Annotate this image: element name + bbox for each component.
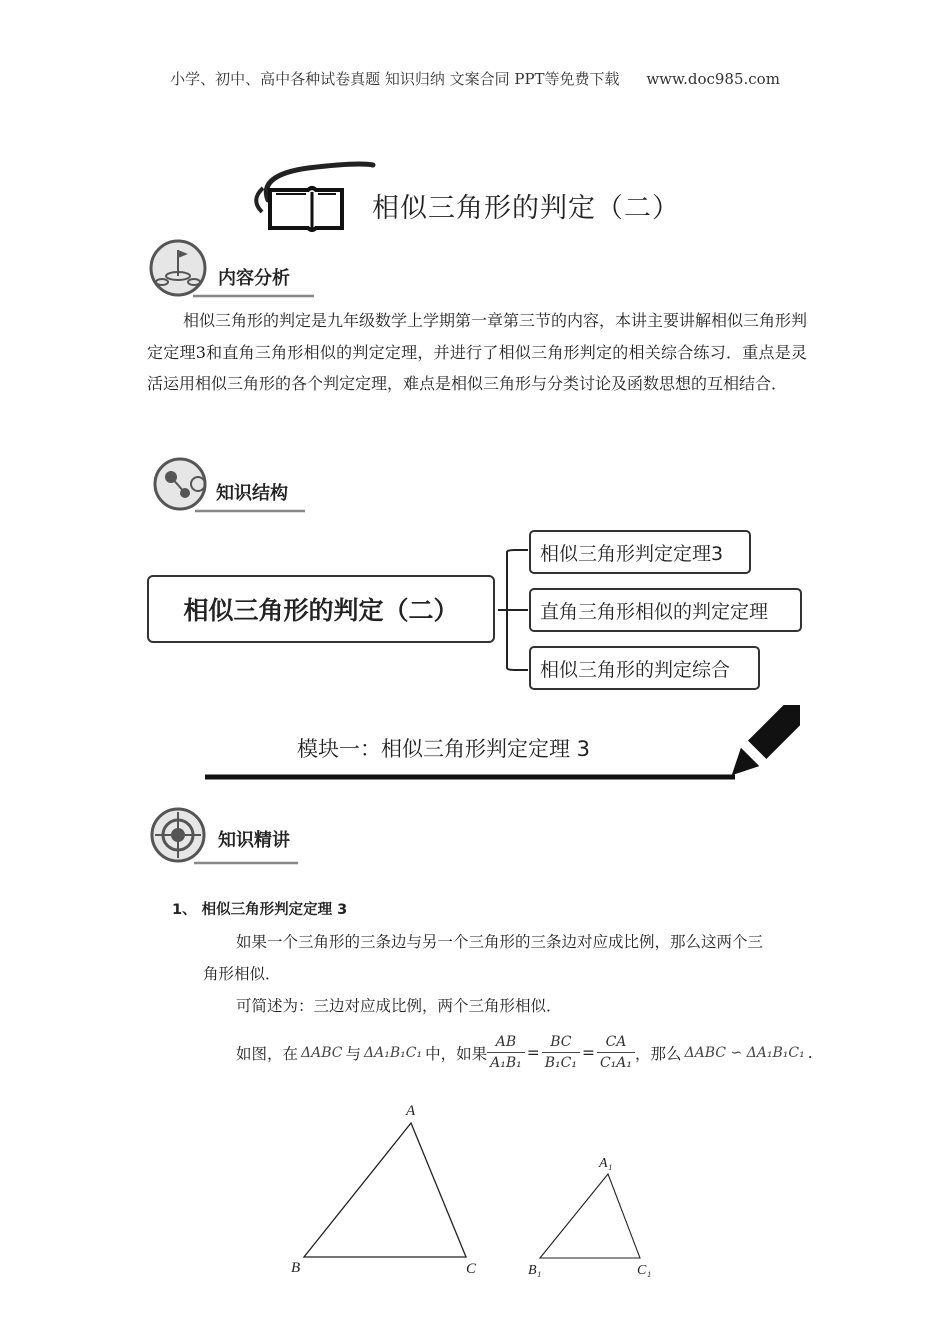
ratio-fraction: $\frac{AB}{\text{A₁B₁}}$ xyxy=(487,1032,525,1073)
formula-line: 如图，在 ΔABC 与 ΔA₁B₁C₁ 中，如果 $\frac{AB}{\text{A₁B₁}}$ = $\frac{BC}{\text{B₁C₁}}$ = $\frac{CA}{\text{C₁A₁}}$ ，那么 ΔABC ∽ ΔA₁B₁C₁ . xyxy=(236,1034,813,1071)
mindmap-branch: 相似三角形判定定理3 xyxy=(529,530,751,574)
triangle-abc xyxy=(304,1123,466,1257)
vertex-label: A₁ xyxy=(599,1156,613,1171)
vertex-label: C xyxy=(466,1261,477,1277)
book-icon xyxy=(248,160,378,238)
header-url[interactable]: www.doc985.com xyxy=(646,70,780,88)
header-text: 小学、初中、高中各种试卷真题 知识归纳 文案合同 PPT等免费下载 xyxy=(170,70,620,88)
summary-line: 可简述为：三边对应成比例，两个三角形相似． xyxy=(236,997,562,1015)
section-label-content-analysis: 内容分析 xyxy=(218,268,290,289)
theorem-line: 如果一个三角形的三条边与另一个三角形的三条边对应成比例，那么这两个三 xyxy=(236,933,764,951)
intro-paragraph: 相似三角形的判定是九年级数学上学期第一章第三节的内容，本讲主要讲解相似三角形判定定理3和直角三角形相似的判定定理，并进行了相似三角形判定的相关综合练习．重点是灵活运用相似三角形的各个判定定理，难点是相似三角形与分类讨论及函数思想的互相结合． xyxy=(147,311,808,393)
pencil-icon xyxy=(200,705,800,790)
section-label-knowledge-lecture: 知识精讲 xyxy=(218,830,290,851)
vertex-label: B xyxy=(291,1260,301,1276)
triangles-figure xyxy=(280,1095,680,1285)
mindmap-branch: 直角三角形相似的判定定理 xyxy=(529,588,802,632)
mindmap-root-label: 相似三角形的判定（二） xyxy=(183,596,459,625)
ratio-fraction: $\frac{CA}{\text{C₁A₁}}$ xyxy=(597,1032,635,1073)
section-label-knowledge-structure: 知识结构 xyxy=(216,483,288,504)
vertex-label: B₁ xyxy=(528,1263,542,1278)
page-title: 相似三角形的判定（二） xyxy=(372,193,680,224)
module-title: 模块一：相似三角形判定定理 3 xyxy=(297,737,591,761)
triangle-a1b1c1 xyxy=(540,1174,640,1258)
ratio-fraction: $\frac{BC}{\text{B₁C₁}}$ xyxy=(542,1032,580,1073)
vertex-label: C₁ xyxy=(637,1263,652,1278)
vertex-label: A xyxy=(406,1103,416,1119)
mindmap-branch: 相似三角形的判定综合 xyxy=(529,646,760,690)
page-header xyxy=(0,68,950,89)
mindmap-root xyxy=(147,575,495,643)
item-heading: 1、 相似三角形判定定理 3 xyxy=(172,902,348,918)
theorem-line: 角形相似． xyxy=(203,965,281,983)
